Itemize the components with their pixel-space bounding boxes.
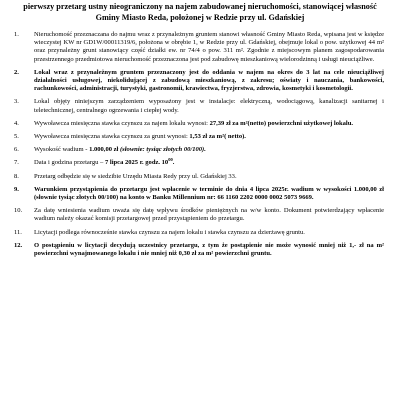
item-text	[34, 120, 384, 128]
item-number: 10.	[14, 207, 23, 215]
item-text	[34, 133, 384, 141]
item-number: 8.	[14, 172, 19, 180]
document-heading-line-1: pierwszy przetarg ustny nieograniczony na najem zabudowanej nieruchomości, stanowiącej własność	[23, 2, 377, 11]
item-number: 1.	[14, 31, 19, 38]
item-text-bold: 1.000,00 zł	[89, 146, 120, 154]
item-text-bold: 27,39 zł za m²(netto) powierzchni użytkowej lokalu.	[209, 119, 354, 127]
item-number: 11.	[14, 228, 22, 236]
list-item	[14, 68, 384, 94]
list-item	[14, 119, 384, 128]
item-text: Warunkiem przystąpienia do przetargu jest wpłacenie w terminie do dnia 4 lipca 2025r. wadium w wysokości 1.000,00 zł (słownie tysiąc złotych 00/100) na konto w Banku Millennium nr: 66 1160 2202 0000 0002 5073 9669.	[34, 185, 384, 202]
list-item	[14, 172, 384, 181]
item-text-bold: 1,53 zł za m²( netto).	[189, 133, 246, 141]
list-item	[14, 157, 384, 167]
item-text-regular: Data i godzina przetargu –	[34, 159, 105, 167]
item-text: Lokal wraz z przynależnym gruntem przeznaczony jest do oddania w najem na okres do 3 lat na cele nieuciążliwej działalności usługowej, niekolidującej z zabudową mieszkaniową, z zakresu; oświaty i nauczania, bankowości, rachunkowości, administracji, turystyki, gastronomii, krawiectwa, fryzjerstwa, zdrowia, kosmetyki i kosmetologii.	[34, 68, 384, 93]
item-number: 6.	[14, 146, 19, 154]
list-item	[14, 98, 384, 114]
item-text: Licytacji podlega równocześnie stawka czynszu za najem lokalu i stawka czynszu za dzierżawę gruntu.	[34, 228, 305, 236]
item-text	[34, 146, 384, 154]
list-item	[14, 241, 384, 258]
item-text-bold-italic: (słownie: tysiąc złotych 00/100).	[120, 146, 206, 154]
item-number: 2.	[14, 68, 19, 76]
item-number: 3.	[14, 98, 19, 106]
list-item	[14, 146, 384, 154]
item-text: Nieruchomość przeznaczana do najmu wraz z przynależnym gruntem stanowi własność Gminy Miasto Reda, wpisana jest w księdze wieczystej KW nr GD1W/00011319/6, położona w obrębie 1, w Redzie przy ul. Gdańskiej, obejmuje lokal o pow. użytkowej 44 m² oraz przynależny grunt stanowiący część działki ew. nr 74/4 o pow. 311 m². Zgodnie z miejscowym planem zagospodarowania przestrzennego przedmiotowa nieruchomość przeznaczona jest pod zabudowę mieszkaniową wielorodzinną i usługi nieuciążliwe.	[34, 31, 384, 63]
list-item	[14, 31, 384, 64]
item-text-superscript: 00	[168, 157, 173, 163]
item-number: 4.	[14, 119, 19, 127]
list-item	[14, 185, 384, 202]
list-item	[14, 228, 384, 237]
conditions-list	[14, 31, 384, 260]
item-text: Przetarg odbędzie się w siedzibie Urzędu Miasta Redy przy ul. Gdańskiej 33.	[34, 172, 237, 180]
item-text: Lokal objęty niniejszym zarządzeniem wyposażony jest w instalacje: elektryczną, wodociągową, kanalizacji sanitarnej i teletechnicznej, centralnego ogrzewania i ciepłej wody.	[34, 98, 384, 114]
item-text: Za datę wniesienia wadium uważa się datę wpływu środków pieniężnych na w/w konto. Dokument potwierdzający wpłacenie wadium należy okazać komisji przetargowej przed przystąpieniem do przetargu.	[34, 207, 384, 223]
item-text-regular: Wysokość wadium -	[34, 146, 90, 154]
item-text: O postąpieniu w licytacji decydują uczestnicy przetargu, z tym że postąpienie nie może wynosić mniej niż 1,- zł na m² powierzchni wynajmowanego lokalu i nie mniej niż 0,30 zł za m² powierzchni gruntu.	[34, 241, 384, 258]
item-text-bold-end: .	[172, 159, 175, 167]
list-item	[14, 133, 384, 141]
item-text	[34, 159, 384, 167]
item-text-regular: Wywoławcza miesięczna stawka czynszu za najem lokalu wynosi:	[34, 119, 210, 127]
item-number: 7.	[14, 159, 19, 167]
item-text-bold: 7 lipca 2025 r. godz. 10	[104, 159, 169, 167]
document-heading-line-2: Gminy Miasto Reda, położonej w Redzie przy ul. Gdańskiej	[95, 13, 305, 22]
item-number: 12.	[14, 241, 23, 249]
list-item	[14, 207, 384, 223]
item-number: 5.	[14, 133, 19, 141]
item-number: 9.	[14, 185, 19, 193]
item-text-regular: Wywoławcza miesięczna stawka czynszu za grunt wynosi:	[34, 133, 190, 141]
